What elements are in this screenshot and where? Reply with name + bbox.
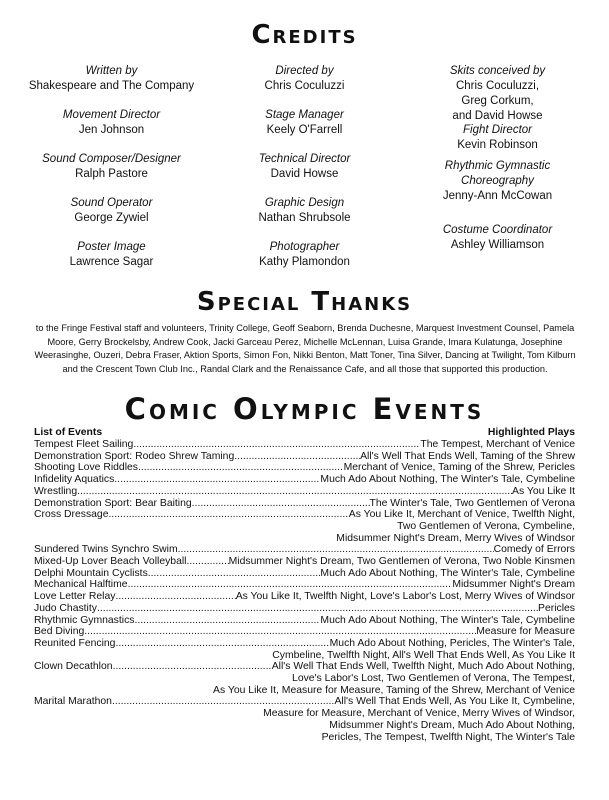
events-header-left: List of Events xyxy=(34,427,103,438)
event-line xyxy=(34,696,575,708)
events-body xyxy=(34,439,575,743)
event-name: Demonstration Sport: Bear Baiting xyxy=(34,497,192,509)
dot-leader xyxy=(128,579,453,591)
credit-name: Keely O'Farrell xyxy=(266,124,343,136)
event-plays: Comedy of Errors xyxy=(493,544,575,556)
event-plays-continued: Two Gentlemen of Verona, Cymbeline, xyxy=(397,520,575,532)
dot-leader xyxy=(186,556,228,568)
dot-leader xyxy=(109,509,349,521)
credit-role: Stage Manager xyxy=(265,109,344,121)
event-line xyxy=(34,509,575,521)
credit-role: Photographer xyxy=(269,241,340,253)
credit-role: Graphic Design xyxy=(264,197,345,209)
event-line xyxy=(34,661,575,673)
event-plays-continued: Pericles, The Tempest, Twelfth Night, The Winter's Tale xyxy=(321,731,575,743)
event-plays: The Winter's Tale, Two Gentlemen of Verona xyxy=(369,497,575,509)
dot-leader xyxy=(234,451,360,463)
event-plays: Midsummer Night's Dream, Two Gentlemen of Verona, Two Noble Kinsmen xyxy=(228,556,575,568)
credit-entry xyxy=(20,152,203,196)
event-plays-continued: Cymbeline, Twelfth Night, All's Well That Ends Well, As You Like It xyxy=(272,649,575,661)
event-row xyxy=(34,509,575,544)
credit-name: Kevin Robinson xyxy=(457,139,538,151)
credit-entry xyxy=(213,240,396,284)
event-plays: Measure for Measure xyxy=(476,626,575,638)
credit-role: Directed by xyxy=(275,65,334,77)
credit-name: Ralph Pastore xyxy=(75,168,148,180)
event-row xyxy=(34,451,575,463)
event-name: Mechanical Halftime xyxy=(34,579,128,591)
event-plays: Midsummer Night's Dream xyxy=(452,579,575,591)
credit-name: Chris Coculuzzi xyxy=(264,80,345,92)
event-name: Demonstration Sport: Rodeo Shrew Taming xyxy=(34,450,235,462)
event-row xyxy=(34,591,575,603)
event-row xyxy=(34,638,575,661)
credit-name: Chris Coculuzzi, Greg Corkum, and David Howse xyxy=(452,80,543,122)
dot-leader xyxy=(77,486,512,498)
credit-role: Movement Director xyxy=(62,109,161,121)
dot-leader xyxy=(114,474,320,486)
credit-role: Rhythmic Gymnastic Choreography xyxy=(444,160,551,187)
special-thanks-heading: Special Thanks xyxy=(196,287,413,317)
event-name: Sundered Twins Synchro Swim xyxy=(34,544,178,556)
event-row xyxy=(34,544,575,556)
event-plays-continued: As You Like It, Measure for Measure, Taming of the Shrew, Merchant of Venice xyxy=(213,684,575,696)
event-plays: All's Well That Ends Well, Taming of the Shrew xyxy=(360,450,575,462)
credit-entry xyxy=(213,196,396,240)
event-line xyxy=(34,439,575,451)
credit-role: Skits conceived by xyxy=(449,65,546,77)
credit-name: Ashley Williamson xyxy=(450,239,545,251)
credit-name: David Howse xyxy=(270,168,339,180)
credit-entry xyxy=(20,196,203,240)
event-row xyxy=(34,556,575,568)
event-name: Cross Dressage xyxy=(34,509,109,521)
event-line xyxy=(34,544,575,556)
dot-leader xyxy=(84,626,476,638)
credit-entry xyxy=(213,152,396,196)
event-line xyxy=(34,451,575,463)
credit-role: Poster Image xyxy=(77,241,146,253)
event-plays: The Tempest, Merchant of Venice xyxy=(420,439,575,450)
credit-entry xyxy=(406,159,589,223)
credit-role: Written by xyxy=(85,65,138,77)
event-name: Shooting Love Riddles xyxy=(34,462,138,474)
event-plays: Much Ado About Nothing, Pericles, The Winter's Tale, xyxy=(329,637,575,649)
event-plays-continued: Measure for Measure, Merchant of Venice, Merry Wives of Windsor, xyxy=(263,708,575,720)
credit-name: Jen Johnson xyxy=(78,124,145,136)
event-plays-continued: Love's Labor's Lost, Two Gentlemen of Verona, The Tempest, xyxy=(292,673,575,685)
event-plays: Much Ado About Nothing, The Winter's Tale, Cymbeline xyxy=(320,614,575,626)
credit-role: Sound Composer/Designer xyxy=(42,153,181,165)
special-thanks-text: to the Fringe Festival staff and volunteers, Trinity College, Geoff Seaborn, Brenda Duchesne, Marquest Investment Counsel, Pamela Moore, Gerry Brockelsby, Andrew Cook, Jacki Garceau Perez, Michelle McLennan, Luisa Grande, Imara Kulatunga, Josephine Weerasinghe, Ouzeri, Debra Fraser, Aktion Sports, Simon Fon, Nikki Benton, Matt Toner, Tina Silver, Dancing at Twilight, Tom Kilburn and the Crescent Town Club Inc., Randal Clark and the Renaissance Cafe, and all those that supported this production. xyxy=(34,323,576,374)
event-row xyxy=(34,696,575,743)
event-row xyxy=(34,486,575,498)
event-name: Mixed-Up Lover Beach Volleyball xyxy=(34,556,187,568)
dot-leader xyxy=(133,439,420,451)
event-line xyxy=(34,626,575,638)
event-plays: All's Well That Ends Well, As You Like It, Cymbeline, xyxy=(334,696,575,708)
event-line xyxy=(34,579,575,591)
event-plays: As You Like It xyxy=(512,485,575,497)
credits-grid xyxy=(20,64,589,284)
event-name: Clown Decathlon xyxy=(34,661,113,673)
credits-column-3 xyxy=(406,64,589,284)
event-plays: Much Ado About Nothing, The Winter's Tale, Cymbeline xyxy=(320,474,575,486)
event-line xyxy=(34,462,575,474)
event-name: Delphi Mountain Cyclists xyxy=(34,567,148,579)
dot-leader xyxy=(148,568,321,580)
event-line xyxy=(34,474,575,486)
event-line xyxy=(34,591,575,603)
credits-column-2 xyxy=(213,64,396,284)
event-plays-continued: Midsummer Night's Dream, Merry Wives of Windsor xyxy=(336,532,575,544)
event-row xyxy=(34,626,575,638)
event-plays: Merchant of Venice, Taming of the Shrew, Pericles xyxy=(343,462,575,474)
event-line xyxy=(34,486,575,498)
dot-leader xyxy=(115,638,329,650)
event-row xyxy=(34,579,575,591)
dot-leader xyxy=(115,591,235,603)
event-row xyxy=(34,498,575,510)
credit-role: Sound Operator xyxy=(70,197,153,209)
event-line xyxy=(34,638,575,650)
event-line xyxy=(34,568,575,580)
credit-name: Jenny-Ann McCowan xyxy=(442,190,553,202)
dot-leader xyxy=(113,661,272,673)
events-header xyxy=(34,427,575,439)
events-list xyxy=(34,427,575,743)
event-plays: All's Well That Ends Well, Twelfth Night, Much Ado About Nothing, xyxy=(271,661,575,673)
event-name: Infidelity Aquatics xyxy=(34,474,115,486)
dot-leader xyxy=(97,603,538,615)
event-name: Judo Chastity xyxy=(34,602,97,614)
credit-role: Technical Director xyxy=(258,153,351,165)
events-header-right: Highlighted Plays xyxy=(487,427,575,438)
event-row xyxy=(34,603,575,615)
event-plays: Much Ado About Nothing, The Winter's Tale, Cymbeline xyxy=(320,567,575,579)
event-plays: Pericles xyxy=(538,602,575,614)
credit-name: Shakespeare and The Company xyxy=(28,80,195,92)
dot-leader xyxy=(138,462,344,474)
event-plays: As You Like It, Twelfth Night, Love's Labor's Lost, Merry Wives of Windsor xyxy=(235,591,575,603)
credit-entry xyxy=(20,108,203,152)
credit-entry xyxy=(406,223,589,267)
credit-entry xyxy=(213,108,396,152)
event-name: Bed Diving xyxy=(34,626,85,638)
event-name: Marital Marathon xyxy=(34,696,112,708)
event-line xyxy=(34,556,575,568)
credit-name: Lawrence Sagar xyxy=(69,256,154,268)
event-name: Love Letter Relay xyxy=(34,591,116,603)
credit-role: Fight Director xyxy=(462,124,533,136)
event-name: Wrestling xyxy=(34,485,78,497)
credit-name: Nathan Shrubsole xyxy=(258,212,351,224)
dot-leader xyxy=(134,615,320,627)
credit-name: Kathy Plamondon xyxy=(259,256,350,268)
event-name: Tempest Fleet Sailing xyxy=(34,439,134,450)
dot-leader xyxy=(178,544,494,556)
event-row xyxy=(34,661,575,696)
event-plays: As You Like It, Merchant of Venice, Twelfth Night, xyxy=(348,509,575,521)
credits-heading: Credits xyxy=(251,20,358,50)
event-line xyxy=(34,603,575,615)
credit-entry xyxy=(406,123,589,159)
credit-entry xyxy=(406,64,589,123)
dot-leader xyxy=(112,696,335,708)
event-row xyxy=(34,474,575,486)
event-plays-continued: Midsummer Night's Dream, Much Ado About Nothing, xyxy=(329,719,575,731)
comic-events-heading: Comic Olympic Events xyxy=(124,392,485,426)
event-name: Rhythmic Gymnastics xyxy=(34,614,135,626)
credits-column-1 xyxy=(20,64,203,284)
credit-name: George Zywiel xyxy=(74,212,149,224)
event-name: Reunited Fencing xyxy=(34,637,116,649)
credit-entry xyxy=(20,64,203,108)
credit-entry xyxy=(213,64,396,108)
credit-entry xyxy=(20,240,203,284)
event-row xyxy=(34,439,575,451)
event-line xyxy=(34,498,575,510)
event-row xyxy=(34,568,575,580)
event-row xyxy=(34,615,575,627)
event-line xyxy=(34,615,575,627)
credit-role: Costume Coordinator xyxy=(442,224,553,236)
event-row xyxy=(34,462,575,474)
dot-leader xyxy=(192,498,370,510)
